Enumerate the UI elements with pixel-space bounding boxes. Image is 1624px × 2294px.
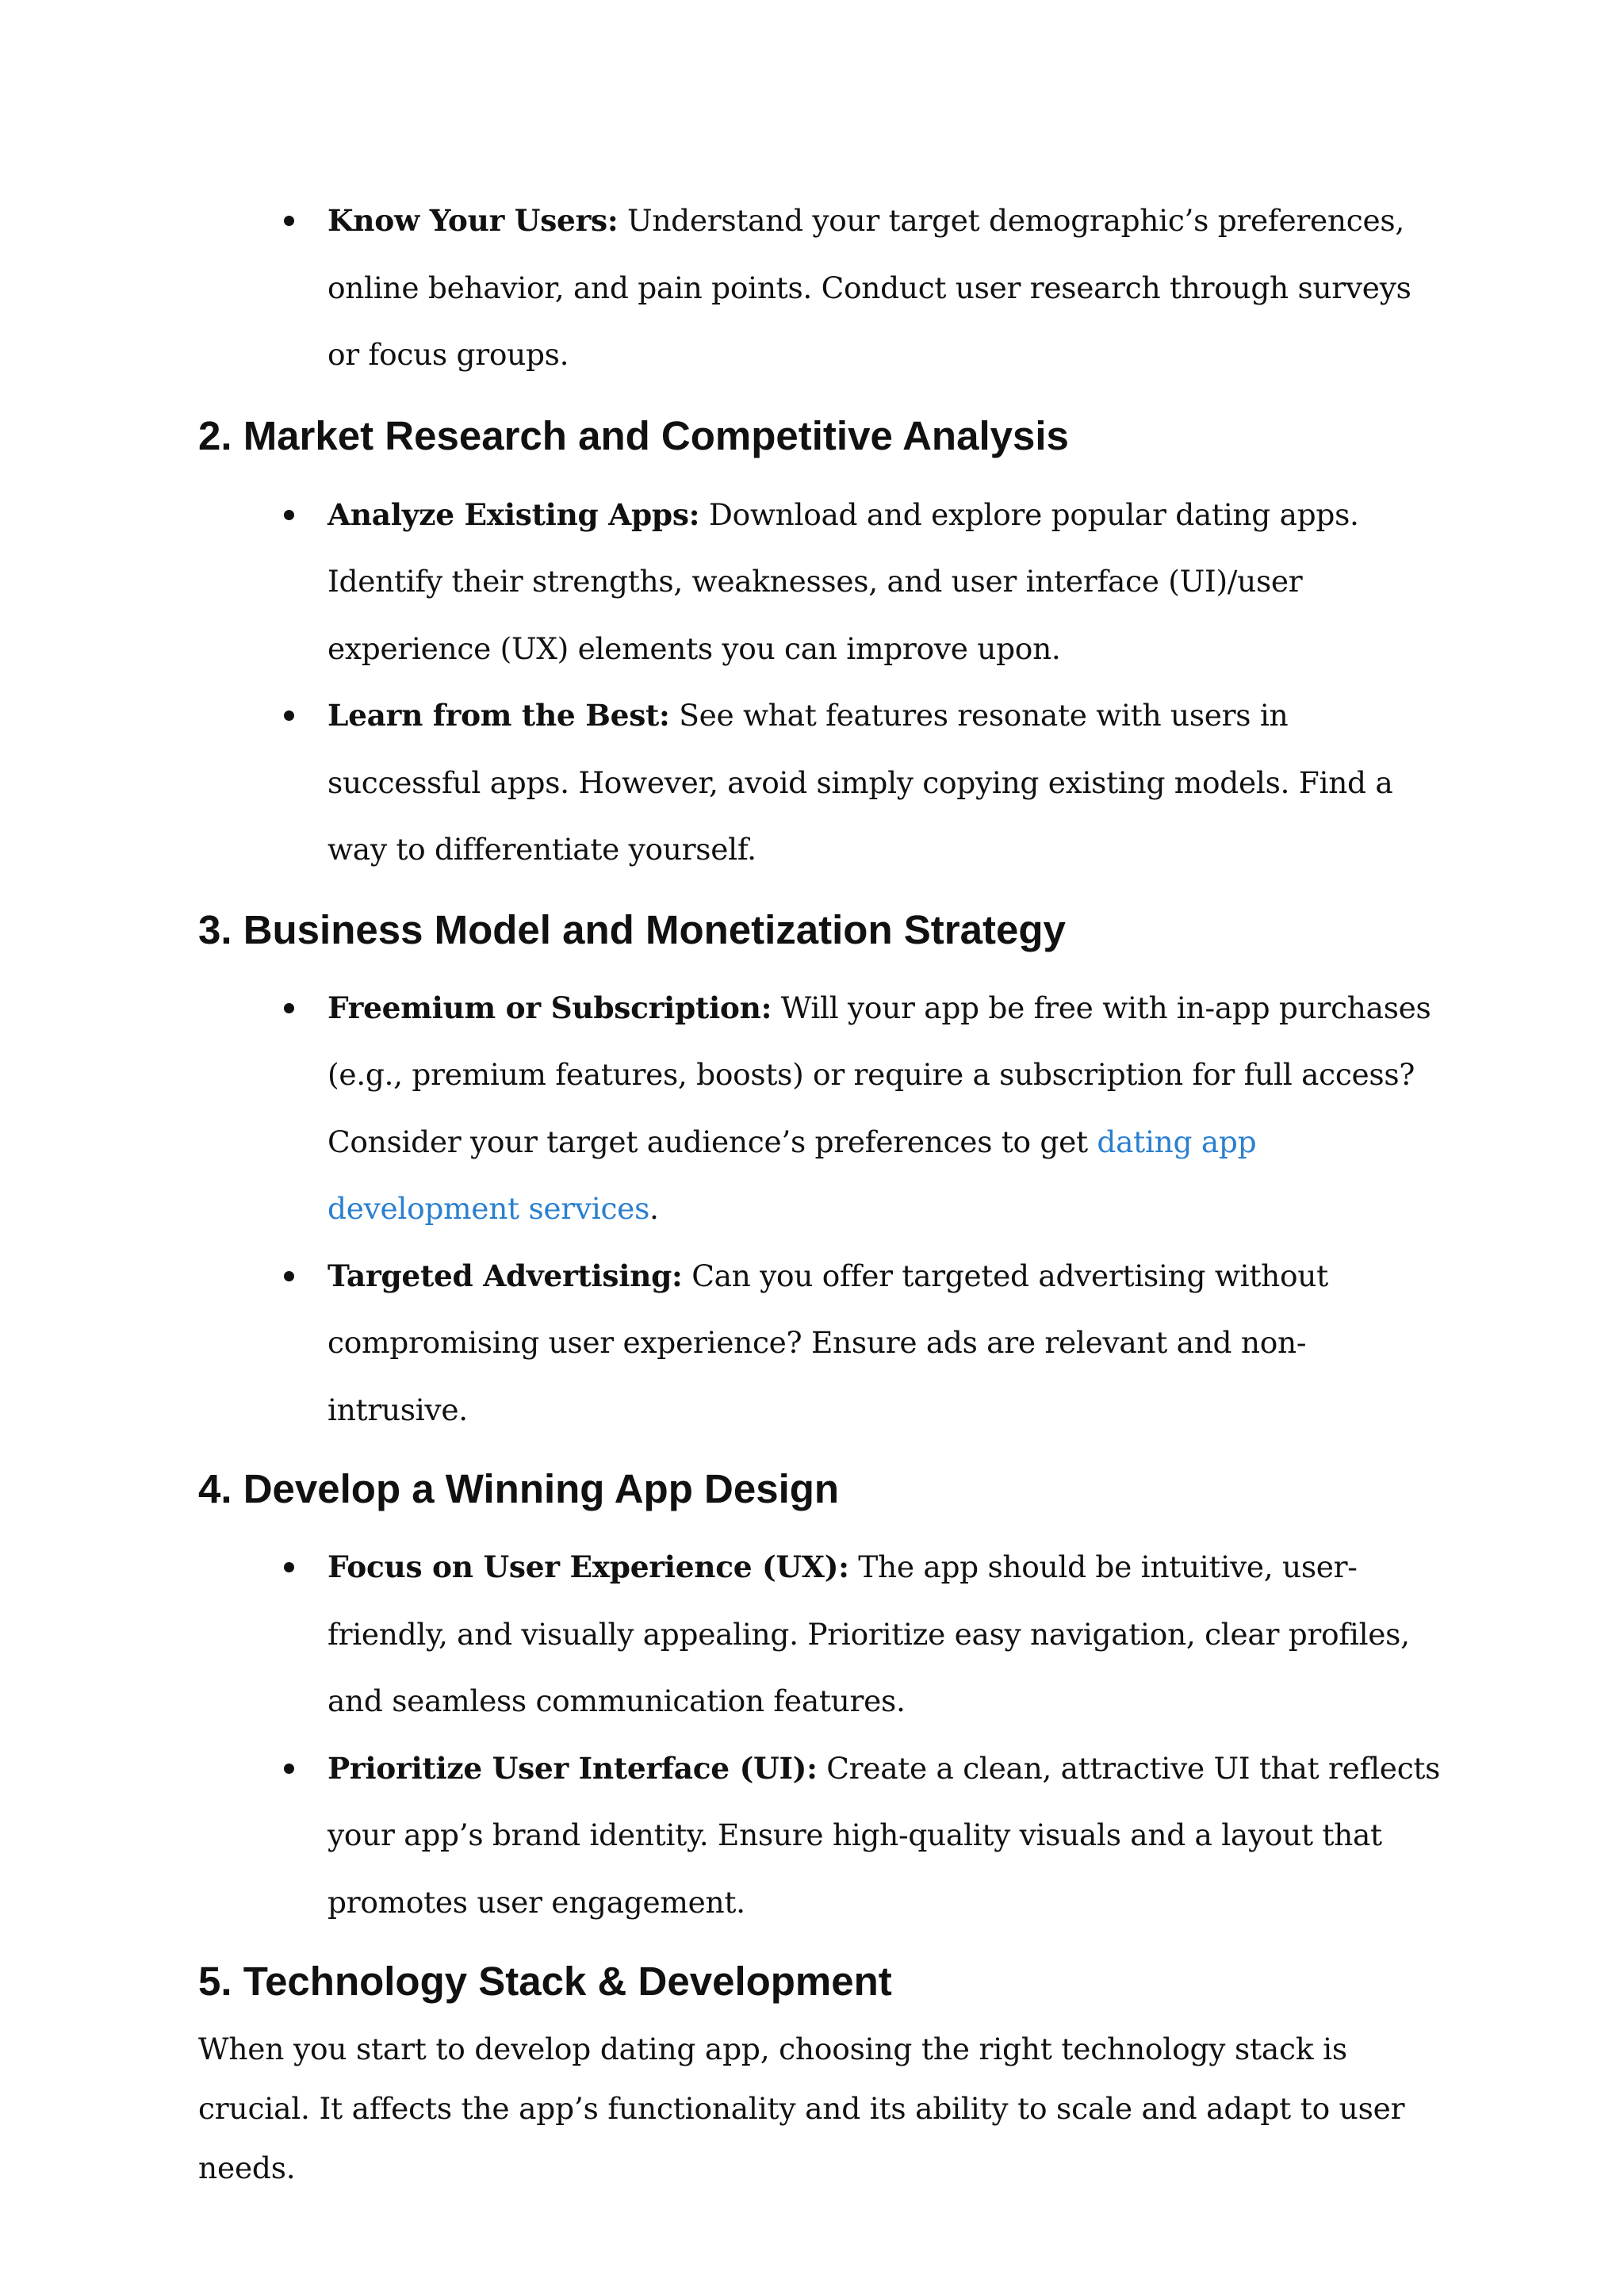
- list-item: [327, 1534, 1443, 1735]
- bullet-text: Can you offer targeted advertising without compromising user experience? Ensure ads are relevant and non-intrusive.: [327, 1258, 1328, 1427]
- bullet-term: Prioritize User Interface (UI):: [327, 1750, 818, 1786]
- dating-app-services-link[interactable]: dating app development services: [327, 1124, 1257, 1226]
- intro-bullet-list: [198, 187, 1443, 389]
- document-content: [198, 187, 1443, 2198]
- list-item: [327, 187, 1443, 389]
- body-paragraph: When you start to develop dating app, choosing the right technology stack is crucial. It affects the app’s functionality and its ability to scale and adapt to user needs.: [198, 2032, 1405, 2185]
- section-app-design: [198, 1465, 1443, 1936]
- bullet-text: Create a clean, attractive UI that reflects your app’s brand identity. Ensure high-quality visuals and a layout that promotes user engagement.: [327, 1750, 1441, 1920]
- section-heading: 2. Market Research and Competitive Analysis: [198, 412, 1069, 458]
- bullet-term: Focus on User Experience (UX):: [327, 1549, 849, 1584]
- section-heading: 4. Develop a Winning App Design: [198, 1466, 840, 1511]
- list-item: [327, 682, 1443, 883]
- section-market-research: [198, 412, 1443, 883]
- list-item: [327, 481, 1443, 683]
- list-item: [327, 1735, 1443, 1936]
- bullet-list: [198, 481, 1443, 883]
- bullet-text: Will your app be free with in-app purchases (e.g., premium features, boosts) or require a subscription for full access? Consider your target audience’s preferences to get: [327, 990, 1431, 1159]
- bullet-term: Analyze Existing Apps:: [327, 496, 700, 532]
- list-item: [327, 975, 1443, 1243]
- bullet-text: The app should be intuitive, user-friendly, and visually appealing. Prioritize easy navigation, clear profiles, and seamless communication features.: [327, 1549, 1410, 1718]
- bullet-text: Download and explore popular dating apps. Identify their strengths, weaknesses, and user interface (UI)/user experience (UX) elements you can improve upon.: [327, 496, 1359, 666]
- list-item: [327, 1243, 1443, 1444]
- section-technology-stack: [198, 1958, 1443, 2198]
- bullet-text: See what features resonate with users in successful apps. However, avoid simply copying existing models. Find a way to differentiate yourself.: [327, 698, 1393, 867]
- section-heading: 5. Technology Stack & Development: [198, 1959, 892, 2004]
- bullet-list: [198, 1534, 1443, 1936]
- bullet-term: Learn from the Best:: [327, 698, 670, 733]
- section-business-model: [198, 906, 1443, 1444]
- section-heading: 3. Business Model and Monetization Strategy: [198, 906, 1066, 952]
- bullet-term: Freemium or Subscription:: [327, 990, 772, 1025]
- bullet-text-end: .: [649, 1191, 659, 1226]
- bullet-term: Know Your Users:: [327, 203, 619, 238]
- bullet-list: [198, 975, 1443, 1444]
- bullet-term: Targeted Advertising:: [327, 1258, 683, 1293]
- bullet-text: Understand your target demographic’s preferences, online behavior, and pain points. Conduct user research through surveys or focus groups.: [327, 203, 1411, 372]
